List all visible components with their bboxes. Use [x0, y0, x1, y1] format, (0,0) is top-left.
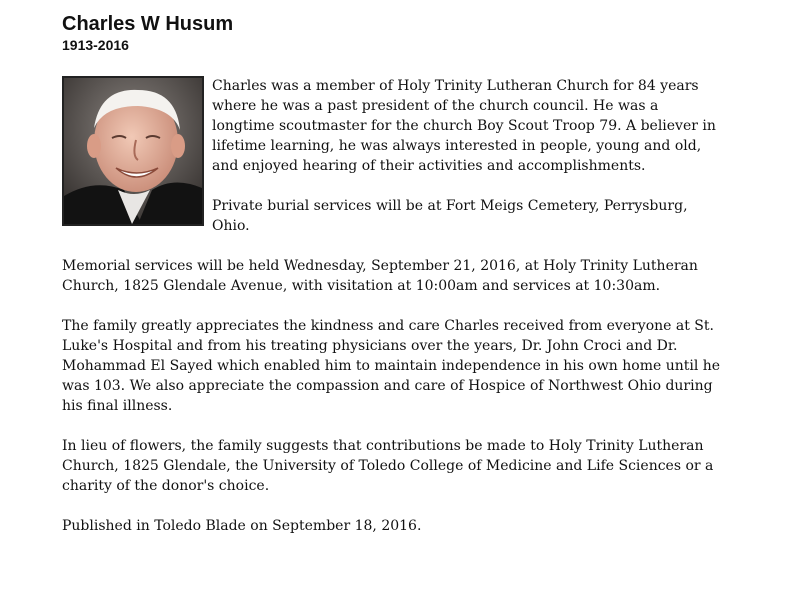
portrait-photo	[62, 76, 204, 226]
paragraph-burial: Private burial services will be at Fort Meigs Cemetery, Perrysburg, Ohio.	[212, 198, 688, 234]
obituary	[62, 12, 722, 536]
obituary-body	[62, 76, 722, 536]
paragraph-published: Published in Toledo Blade on September 18, 2016.	[62, 518, 422, 534]
paragraph-memorial: Memorial services will be held Wednesday, September 21, 2016, at Holy Trinity Lutheran Church, 1825 Glendale Avenue, with visitation at 10:00am and services at 10:30am.	[62, 258, 698, 294]
obituary-years: 1913-2016	[62, 37, 129, 53]
paragraph-appreciation: The family greatly appreciates the kindness and care Charles received from everyone at St. Luke's Hospital and from his treating physicians over the years, Dr. John Croci and Dr. Mohammad El Sayed which enabled him to maintain independence in his own home until he was 103. We also appreciate the compassion and care of Hospice of Northwest Ohio during his final illness.	[62, 318, 721, 414]
obituary-name: Charles W Husum	[62, 13, 234, 35]
paragraph-donations: In lieu of flowers, the family suggests that contributions be made to Holy Trinity Lutheran Church, 1825 Glendale, the University of Toledo College of Medicine and Life Sciences or a charity of the donor's choice.	[62, 438, 714, 494]
paragraph-bio: Charles was a member of Holy Trinity Lutheran Church for 84 years where he was a past president of the church council. He was a longtime scoutmaster for the church Boy Scout Troop 79. A believer in lifetime learning, he was always interested in people, young and old, and enjoyed hearing of their activities and accomplishments.	[212, 78, 716, 174]
